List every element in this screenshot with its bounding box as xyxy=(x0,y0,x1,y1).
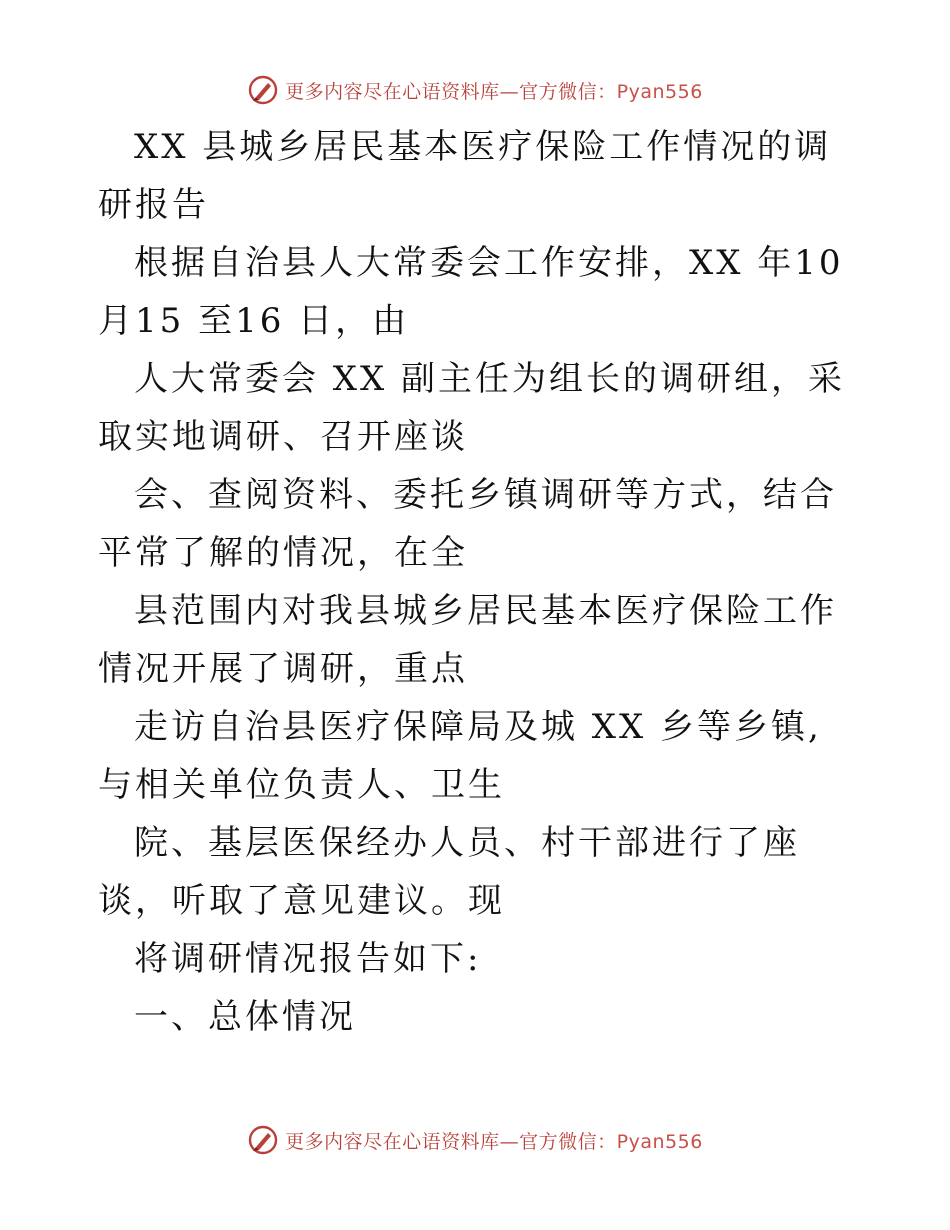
paragraph: 院、基层医保经办人员、村干部进行了座谈，听取了意见建议。现 xyxy=(98,823,800,921)
pen-logo-icon xyxy=(247,74,279,106)
watermark-text: 更多内容尽在心语资料库—官方微信：Pyan556 xyxy=(285,1130,703,1153)
paragraph-title: XX 县城乡居民基本医疗保险工作情况的调研报告 xyxy=(98,127,832,225)
watermark-text: 更多内容尽在心语资料库—官方微信：Pyan556 xyxy=(285,80,703,103)
paragraph: 会、查阅资料、委托乡镇调研等方式，结合平常了解的情况，在全 xyxy=(98,475,837,573)
paragraph: 县范围内对我县城乡居民基本医疗保险工作情况开展了调研，重点 xyxy=(98,591,837,689)
paragraph: 根据自治县人大常委会工作安排，XX 年10 月15 至16 日，由 xyxy=(98,243,844,341)
paragraph: 将调研情况报告如下: xyxy=(134,939,482,979)
header-watermark xyxy=(0,70,950,110)
document-body xyxy=(98,118,858,1046)
section-heading: 一、总体情况 xyxy=(134,997,356,1037)
paragraph: 走访自治县医疗保障局及城 XX 乡等乡镇,与相关单位负责人、卫生 xyxy=(98,707,822,805)
watermark-handle: Pyan556 xyxy=(616,80,703,103)
pen-logo-icon xyxy=(247,1124,279,1156)
watermark-handle: Pyan556 xyxy=(616,1130,703,1153)
paragraph: 人大常委会 XX 副主任为组长的调研组，采取实地调研、召开座谈 xyxy=(98,359,846,457)
footer-watermark xyxy=(0,1120,950,1160)
